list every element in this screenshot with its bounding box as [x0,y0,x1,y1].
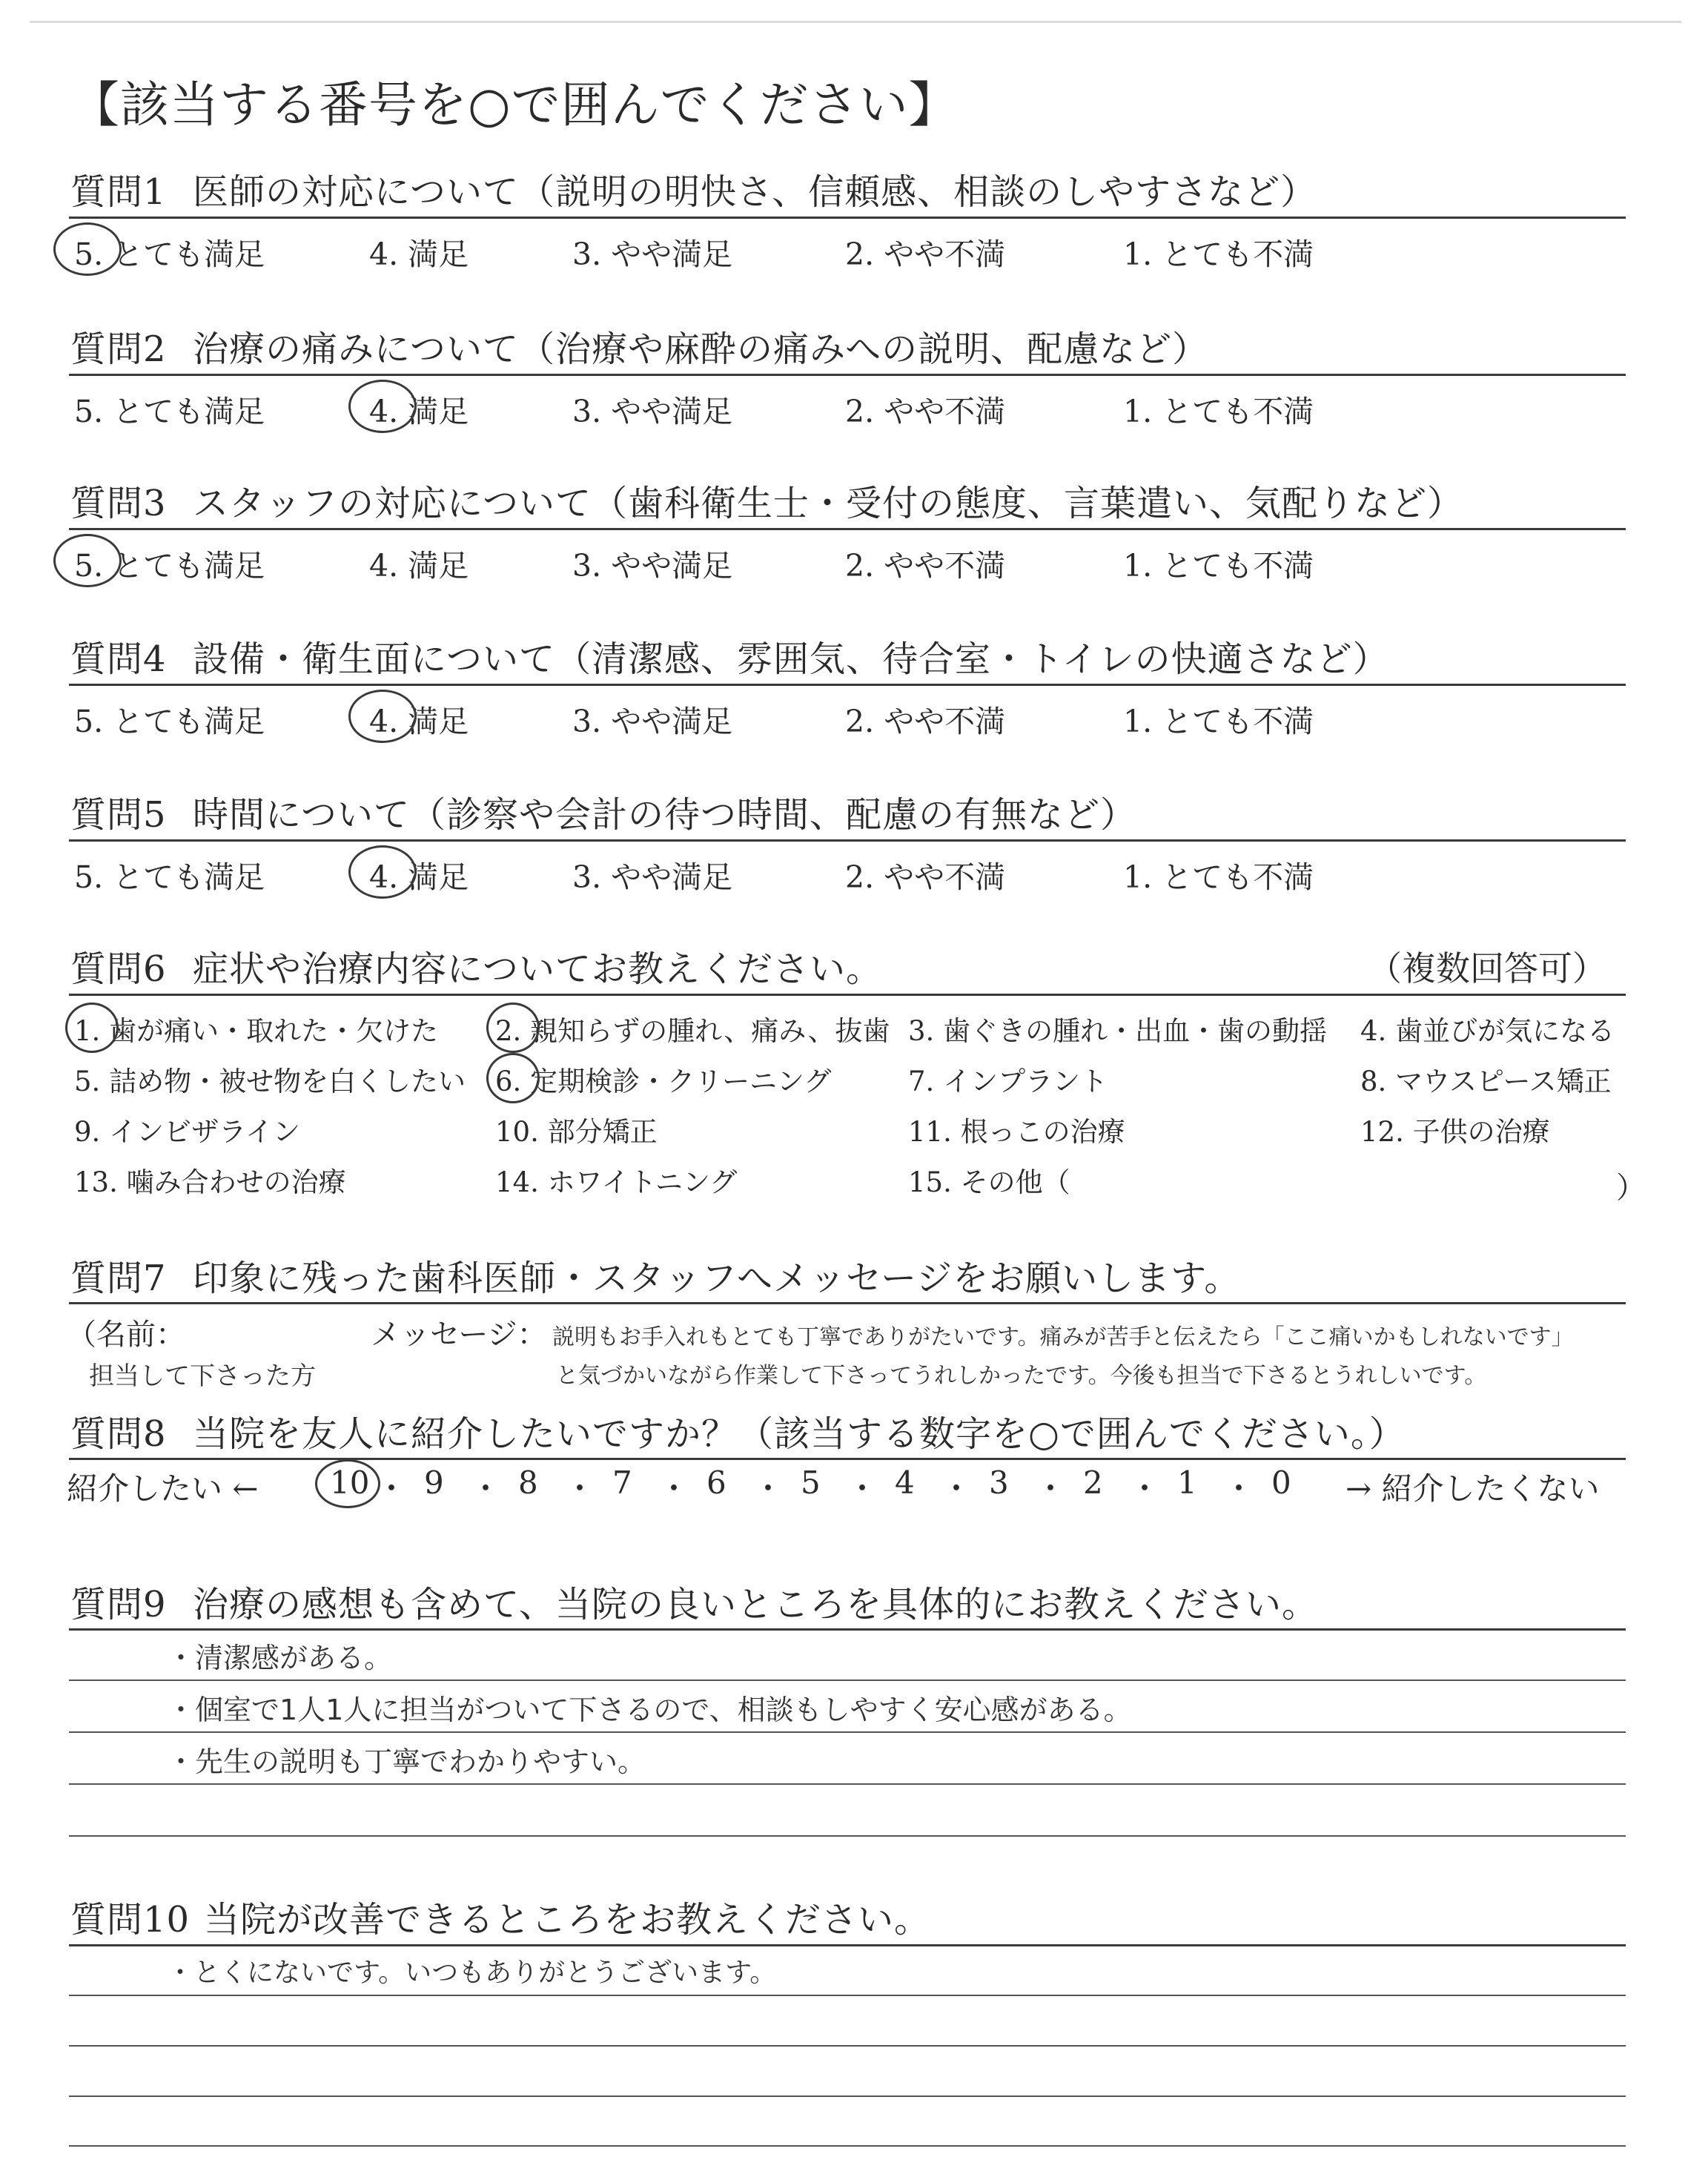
q6-title [70,940,882,991]
q8-scale-separator: ・ [1223,1470,1255,1507]
q8-text: 当院を友人に紹介したいですか？（該当する数字を○で囲んでください。） [193,1413,1406,1455]
q7-text: 印象に残った歯科医師・スタッフへメッセージをお願いします。 [193,1258,1241,1299]
q7-name-label: （名前： [67,1318,185,1352]
q1-option-1: 1. とても不満 [1123,237,1314,272]
q6-answer-circle [486,1003,540,1053]
q10-rule [69,1944,1626,1946]
q3-option-3: 3. やや満足 [572,548,733,584]
q6-option-9: 9. インビザライン [74,1116,300,1148]
q3-title [70,475,1463,526]
q6-rule [69,994,1626,996]
q8-scale-5: 5 [801,1464,821,1501]
q1-text: 医師の対応について（説明の明快さ、信頼感、相談のしやすさなど） [193,171,1317,213]
q8-title [70,1405,1406,1456]
q5-rule [69,839,1626,842]
q9-title [70,1576,1318,1627]
q1-option-5: 5. とても満足 [74,237,265,272]
q7-number: 質問7 [70,1258,167,1299]
q8-scale-6: 6 [706,1464,726,1501]
q8-scale-separator: ・ [470,1470,502,1507]
q8-scale-separator: ・ [564,1470,596,1507]
q9-text: 治療の感想も含めて、当院の良いところを具体的にお教えください。 [193,1584,1319,1625]
q4-option-1: 1. とても不満 [1123,704,1314,739]
q6-option-2: 2. 親知らずの腫れ、痛み、抜歯 [495,1015,890,1047]
q6-number: 質問6 [70,948,167,990]
q4-number: 質問4 [70,638,167,680]
q10-line [69,2145,1626,2147]
q4-option-4: 4. 満足 [369,704,469,739]
q8-left-label: 紹介したい ← [67,1470,259,1507]
q7-title [70,1249,1240,1301]
q8-scale-1: 1 [1177,1464,1197,1501]
q9-line [69,1835,1626,1837]
q10-title [70,1891,930,1942]
q4-option-5: 5. とても満足 [74,704,265,739]
q7-name-value: 担当して下さった方 [89,1361,316,1391]
q3-text: スタッフの対応について（歯科衛生士・受付の態度、言葉遣い、気配りなど） [193,483,1464,524]
q4-title [70,630,1389,681]
q1-option-2: 2. やや不満 [845,237,1006,272]
q8-scale-10: 10 [330,1464,370,1501]
q2-text: 治療の痛みについて（治療や麻酔の痛みへの説明、配慮など） [193,328,1209,370]
q6-option-15: 15. その他（ [908,1166,1070,1198]
q9-answer: ・個室で1人1人に担当がついて下さるので、相談もしやすく安心感がある。 [167,1694,1132,1726]
q8-scale-separator: ・ [1129,1470,1161,1507]
q10-line [69,2095,1626,2097]
q3-option-1: 1. とても不満 [1123,548,1314,584]
q6-multiple-note: （複数回答可） [1368,948,1606,988]
q8-rule [69,1458,1626,1460]
q5-option-4: 4. 満足 [369,859,469,895]
q6-option-8: 8. マウスピース矯正 [1360,1066,1612,1097]
q8-scale-separator: ・ [376,1470,408,1507]
q8-scale-separator: ・ [847,1470,878,1507]
q3-option-2: 2. やや不満 [845,548,1006,584]
q5-option-5: 5. とても満足 [74,859,265,895]
q10-answer: ・とくにないです。いつもありがとうございます。 [167,1958,777,1988]
q2-option-3: 3. やや満足 [572,394,733,429]
q9-line [69,1783,1626,1785]
q6-option-13: 13. 噛み合わせの治療 [74,1166,346,1198]
q8-scale-separator: ・ [1035,1470,1067,1507]
q5-option-3: 3. やや満足 [572,859,733,895]
q4-answer-circle [348,690,417,743]
q6-option-11: 11. 根っこの治療 [908,1116,1125,1148]
q9-line [69,1731,1626,1733]
q5-text: 時間について（診察や会計の待つ時間、配慮の有無など） [193,794,1137,836]
q2-option-4: 4. 満足 [369,394,469,429]
q1-number: 質問1 [70,171,167,213]
q4-option-3: 3. やや満足 [572,704,733,739]
q9-answer: ・先生の説明も丁寧でわかりやすい。 [167,1745,646,1778]
q9-rule [69,1628,1626,1631]
q4-text: 設備・衛生面について（清潔感、雰囲気、待合室・トイレの快適さなど） [193,638,1389,680]
q1-option-4: 4. 満足 [369,237,469,272]
q7-message-line2: と気づかいながら作業して下さってうれしかったです。今後も担当で下さるとうれしいです。 [556,1363,1487,1389]
q2-option-1: 1. とても不満 [1123,394,1314,429]
page-heading: 【該当する番号を○で囲んでください】 [70,76,959,133]
q10-line [69,1995,1626,1996]
q10-number: 質問10 [70,1899,191,1941]
q4-rule [69,684,1626,686]
q7-message-label: メッセージ： [371,1318,547,1352]
q8-number: 質問8 [70,1413,167,1455]
q6-option-10: 10. 部分矯正 [495,1116,658,1148]
q9-line [69,1680,1626,1681]
q5-answer-circle [348,845,417,899]
q8-scale-7: 7 [612,1464,632,1501]
q6-answer-circle [486,1053,540,1103]
q8-scale-separator: ・ [941,1470,973,1507]
q6-option-1: 1. 歯が痛い・取れた・欠けた [74,1015,439,1047]
q5-option-1: 1. とても不満 [1123,859,1314,895]
q1-option-3: 3. やや満足 [572,237,733,272]
q2-option-2: 2. やや不満 [845,394,1006,429]
q6-option-7: 7. インプラント [908,1066,1108,1097]
q5-option-2: 2. やや不満 [845,859,1006,895]
q6-answer-circle [65,1003,119,1053]
q8-scale-separator: ・ [752,1470,784,1507]
q8-answer-circle [315,1459,380,1508]
q7-rule [69,1302,1626,1304]
q9-answer: ・清潔感がある。 [167,1642,393,1674]
q3-option-4: 4. 満足 [369,548,469,584]
q2-title [70,320,1208,371]
q3-answer-circle [53,534,122,587]
q2-answer-circle [348,380,417,433]
q5-number: 質問5 [70,794,167,836]
q8-scale-8: 8 [518,1464,538,1501]
top-border [30,21,1681,23]
q8-right-label: → 紹介したくない [1345,1470,1600,1507]
q8-scale-9: 9 [424,1464,444,1501]
q6-option-5: 5. 詰め物・被せ物を白くしたい [74,1066,466,1097]
q2-option-5: 5. とても満足 [74,394,265,429]
q2-rule [69,374,1626,376]
q6-other-close-paren: ） [1616,1171,1646,1205]
q9-number: 質問9 [70,1584,167,1625]
q10-line [69,2045,1626,2047]
q4-option-2: 2. やや不満 [845,704,1006,739]
q8-scale-separator: ・ [658,1470,690,1507]
q6-option-6: 6. 定期検診・クリーニング [495,1066,832,1097]
q3-number: 質問3 [70,483,167,524]
q6-text: 症状や治療内容についてお教えください。 [193,948,883,990]
q10-text: 当院が改善できるところをお教えください。 [204,1899,931,1941]
q8-scale-3: 3 [989,1464,1009,1501]
q6-option-14: 14. ホワイトニング [495,1166,738,1198]
q6-option-12: 12. 子供の治療 [1360,1116,1550,1148]
q1-answer-circle [53,222,122,276]
q8-scale-2: 2 [1083,1464,1103,1501]
q1-rule [69,217,1626,219]
q5-title [70,786,1136,837]
q3-rule [69,528,1626,530]
q2-number: 質問2 [70,328,167,370]
q8-scale-4: 4 [895,1464,915,1501]
q8-scale-0: 0 [1271,1464,1291,1501]
q6-option-3: 3. 歯ぐきの腫れ・出血・歯の動揺 [908,1015,1328,1047]
q1-title [70,163,1317,214]
q7-message-line1: 説明もお手入れもとても丁寧でありがたいです。痛みが苦手と伝えたら「ここ痛いかもしれないです」 [552,1324,1574,1350]
q6-option-4: 4. 歯並びが気になる [1360,1015,1615,1047]
q3-option-5: 5. とても満足 [74,548,265,584]
